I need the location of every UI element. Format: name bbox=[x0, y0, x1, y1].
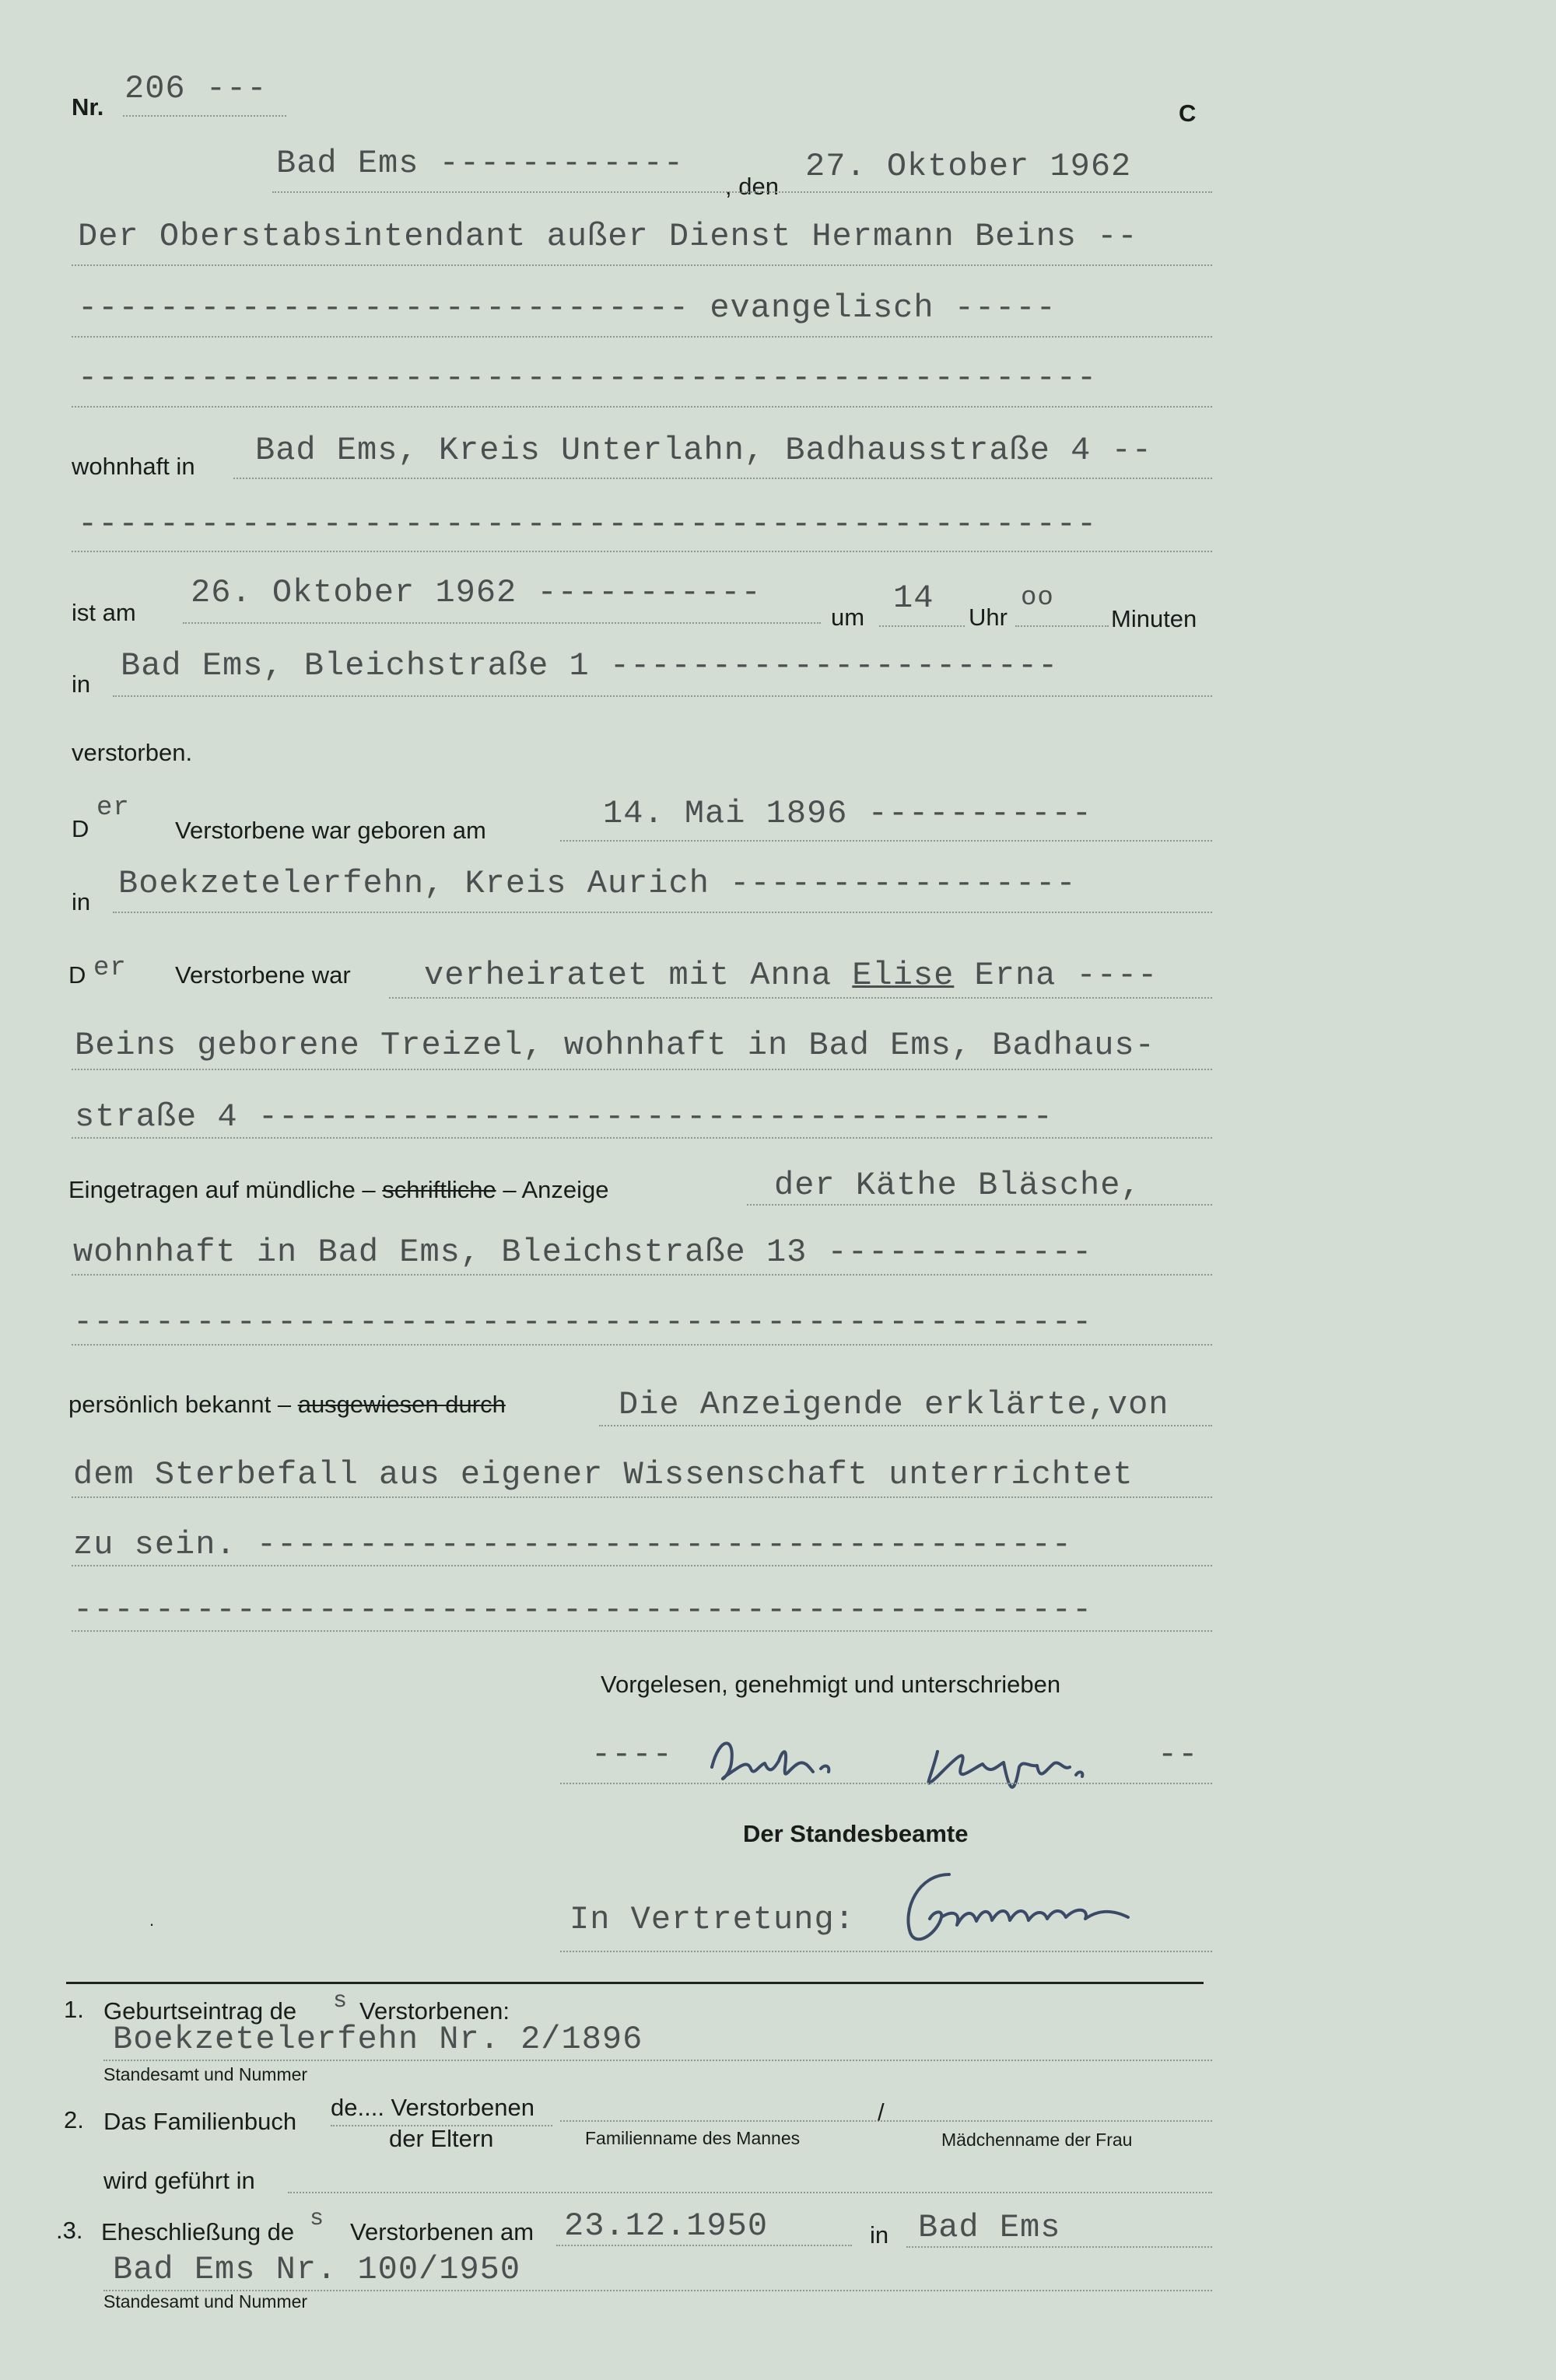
registrar-title: Der Standesbeamte bbox=[743, 1820, 969, 1847]
birth-date: 14. Mai 1896 ----------- bbox=[603, 795, 1092, 832]
identity-line-1-rule bbox=[599, 1425, 1212, 1426]
registration-line-1: der Käthe Bläsche, bbox=[774, 1167, 1141, 1204]
identity-line-3: zu sein. ---------------------------------------- bbox=[73, 1526, 1073, 1563]
registrar-signature bbox=[895, 1863, 1175, 1956]
form-letter: C bbox=[1179, 100, 1197, 127]
death-minutes: oo bbox=[1021, 583, 1054, 613]
birth-place-rule bbox=[113, 912, 1212, 913]
note-1-number: 1. bbox=[64, 1996, 84, 2023]
marriage-place-rule bbox=[906, 2246, 1212, 2248]
marriage-line-1-b: Erna ---- bbox=[954, 957, 1158, 994]
den-label: , den bbox=[725, 173, 779, 200]
marriage-line-1 bbox=[424, 957, 1158, 994]
document-date: 27. Oktober 1962 bbox=[805, 148, 1132, 185]
note-1-value: Boekzetelerfehn Nr. 2/1896 bbox=[113, 2021, 643, 2058]
note-2-slash: / bbox=[878, 2098, 885, 2126]
person-line-1: Der Oberstabsintendant außer Dienst Hermann Beins -- bbox=[78, 218, 1138, 255]
marriage-line-2: Beins geborene Treizel, wohnhaft in Bad Ems, Badhaus- bbox=[75, 1027, 1155, 1064]
minuten-label: Minuten bbox=[1111, 605, 1197, 632]
marriage-place: Bad Ems bbox=[918, 2209, 1061, 2246]
note-2-husband-sublabel: Familienname des Mannes bbox=[585, 2128, 801, 2148]
informant-signature bbox=[704, 1720, 1163, 1806]
note-1-gender-suffix: s bbox=[333, 1988, 349, 2014]
nr-dotted-line bbox=[123, 115, 286, 117]
identity-line-2: dem Sterbefall aus eigener Wissenschaft unterrichtet bbox=[73, 1456, 1134, 1493]
note-2-kept-in-rule bbox=[288, 2192, 1212, 2193]
person-line-1-rule bbox=[72, 264, 1212, 266]
nr-value: 206 --- bbox=[124, 70, 268, 107]
residence-label: wohnhaft in bbox=[72, 453, 195, 480]
registration-label-struck: schriftliche bbox=[382, 1176, 496, 1203]
marriage-date-rule bbox=[556, 2245, 852, 2246]
marriage-line-3-rule bbox=[72, 1137, 1212, 1139]
marriage-line-3: straße 4 --------------------------------------- bbox=[75, 1098, 1053, 1136]
registration-line-3-rule bbox=[72, 1344, 1212, 1346]
note-1-sublabel: Standesamt und Nummer bbox=[103, 2064, 308, 2084]
note-2-label: Das Familienbuch bbox=[103, 2108, 297, 2135]
notes-divider bbox=[66, 1982, 1204, 1984]
death-date-rule bbox=[183, 622, 821, 624]
verstorben-label: verstorben. bbox=[72, 739, 193, 766]
residence-line-2-rule bbox=[72, 551, 1212, 552]
nr-label: Nr. bbox=[72, 93, 104, 121]
marriage-d-label: D bbox=[68, 961, 86, 989]
person-line-3-rule bbox=[72, 406, 1212, 408]
note-2-wife-sublabel: Mädchenname der Frau bbox=[941, 2130, 1133, 2150]
note-3-label-b: Verstorbenen am bbox=[350, 2218, 534, 2245]
person-line-2-rule bbox=[72, 336, 1212, 338]
identity-label bbox=[68, 1391, 506, 1419]
death-date: 26. Oktober 1962 ----------- bbox=[191, 574, 762, 611]
note-1-rule bbox=[103, 2060, 1212, 2061]
registration-line-2: wohnhaft in Bad Ems, Bleichstraße 13 ------------- bbox=[73, 1234, 1093, 1271]
death-hour-rule bbox=[879, 625, 965, 627]
identity-line-3-rule bbox=[72, 1565, 1212, 1566]
note-1-label-a: Geburtseintrag de bbox=[103, 1997, 297, 2025]
registration-line-2-rule bbox=[72, 1274, 1212, 1276]
birth-date-rule bbox=[560, 840, 1212, 842]
registration-line-3: -------------------------------------------------- bbox=[73, 1304, 1093, 1341]
identity-line-4: -------------------------------------------------- bbox=[73, 1591, 1093, 1629]
person-line-2: ------------------------------ evangelisch ----- bbox=[78, 289, 1057, 327]
death-place: Bad Ems, Bleichstraße 1 ---------------------- bbox=[121, 647, 1059, 684]
marriage-line-2-rule bbox=[72, 1069, 1212, 1070]
signature-rule bbox=[560, 1783, 1212, 1784]
note-3-number: .3. bbox=[56, 2217, 83, 2244]
identity-label-struck: ausgewiesen durch bbox=[297, 1391, 506, 1418]
note-3-gender-suffix: s bbox=[310, 2206, 325, 2232]
marriage-date: 23.12.1950 bbox=[564, 2207, 769, 2245]
note-3-in-label: in bbox=[870, 2221, 889, 2249]
residence-line-2: -------------------------------------------------- bbox=[78, 506, 1098, 543]
birth-label: Verstorbene war geboren am bbox=[175, 817, 486, 844]
ist-am-label: ist am bbox=[72, 599, 136, 626]
place-date-line bbox=[272, 191, 1212, 193]
identity-line-1: Die Anzeigende erklärte,von bbox=[619, 1386, 1169, 1423]
death-in-label: in bbox=[72, 670, 91, 698]
birth-d-label: D bbox=[72, 815, 89, 842]
death-hour: 14 bbox=[893, 579, 934, 617]
death-place-rule bbox=[113, 695, 1212, 697]
note-2-rule bbox=[560, 2120, 1212, 2122]
signature-dashes-left: ---- bbox=[591, 1736, 673, 1773]
place-value: Bad Ems ------------ bbox=[276, 145, 685, 182]
signature-dashes-right: -- bbox=[1158, 1736, 1199, 1773]
note-3-sublabel: Standesamt und Nummer bbox=[103, 2291, 308, 2312]
identity-line-2-rule bbox=[72, 1496, 1212, 1498]
read-approved-label: Vorgelesen, genehmigt und unterschrieben bbox=[601, 1671, 1061, 1698]
note-3-label-a: Eheschließung de bbox=[101, 2218, 295, 2245]
note-2-option-deceased: de.... Verstorbenen bbox=[331, 2094, 534, 2121]
deputy-rule bbox=[560, 1951, 1212, 1952]
note-2-option-parents: der Eltern bbox=[389, 2125, 494, 2152]
registration-label-b: – Anzeige bbox=[496, 1176, 609, 1203]
death-minutes-rule bbox=[1015, 625, 1109, 627]
marriage-underlined-name: Elise bbox=[852, 957, 955, 994]
identity-line-4-rule bbox=[72, 1630, 1212, 1632]
note-1-label-b: Verstorbenen: bbox=[359, 1997, 510, 2025]
note-2-number: 2. bbox=[64, 2106, 84, 2133]
marriage-line-1-a: verheiratet mit Anna bbox=[424, 957, 853, 994]
person-line-3: -------------------------------------------------- bbox=[78, 359, 1098, 397]
registration-label-a: Eingetragen auf mündliche – bbox=[68, 1176, 383, 1203]
marriage-line-1-rule bbox=[389, 997, 1212, 999]
residence-line-1-rule bbox=[233, 478, 1212, 479]
note-3-value: Bad Ems Nr. 100/1950 bbox=[113, 2251, 521, 2288]
registration-line-1-rule bbox=[747, 1204, 1212, 1206]
identity-label-a: persönlich bekannt – bbox=[68, 1391, 298, 1418]
marriage-label: Verstorbene war bbox=[175, 961, 351, 989]
deputy-label: In Vertretung: bbox=[569, 1901, 855, 1938]
note-2-kept-in-label: wird geführt in bbox=[103, 2167, 255, 2194]
birth-place: Boekzetelerfehn, Kreis Aurich ----------------- bbox=[118, 865, 1077, 902]
birth-in-label: in bbox=[72, 888, 91, 915]
uhr-label: Uhr bbox=[969, 604, 1008, 631]
um-label: um bbox=[831, 604, 865, 631]
residence-line-1: Bad Ems, Kreis Unterlahn, Badhausstraße 4 -- bbox=[255, 432, 1152, 469]
marriage-gender-suffix: er bbox=[93, 954, 127, 983]
stray-dot: . bbox=[149, 1910, 155, 1930]
birth-gender-suffix: er bbox=[96, 793, 130, 823]
registration-label bbox=[68, 1176, 609, 1204]
